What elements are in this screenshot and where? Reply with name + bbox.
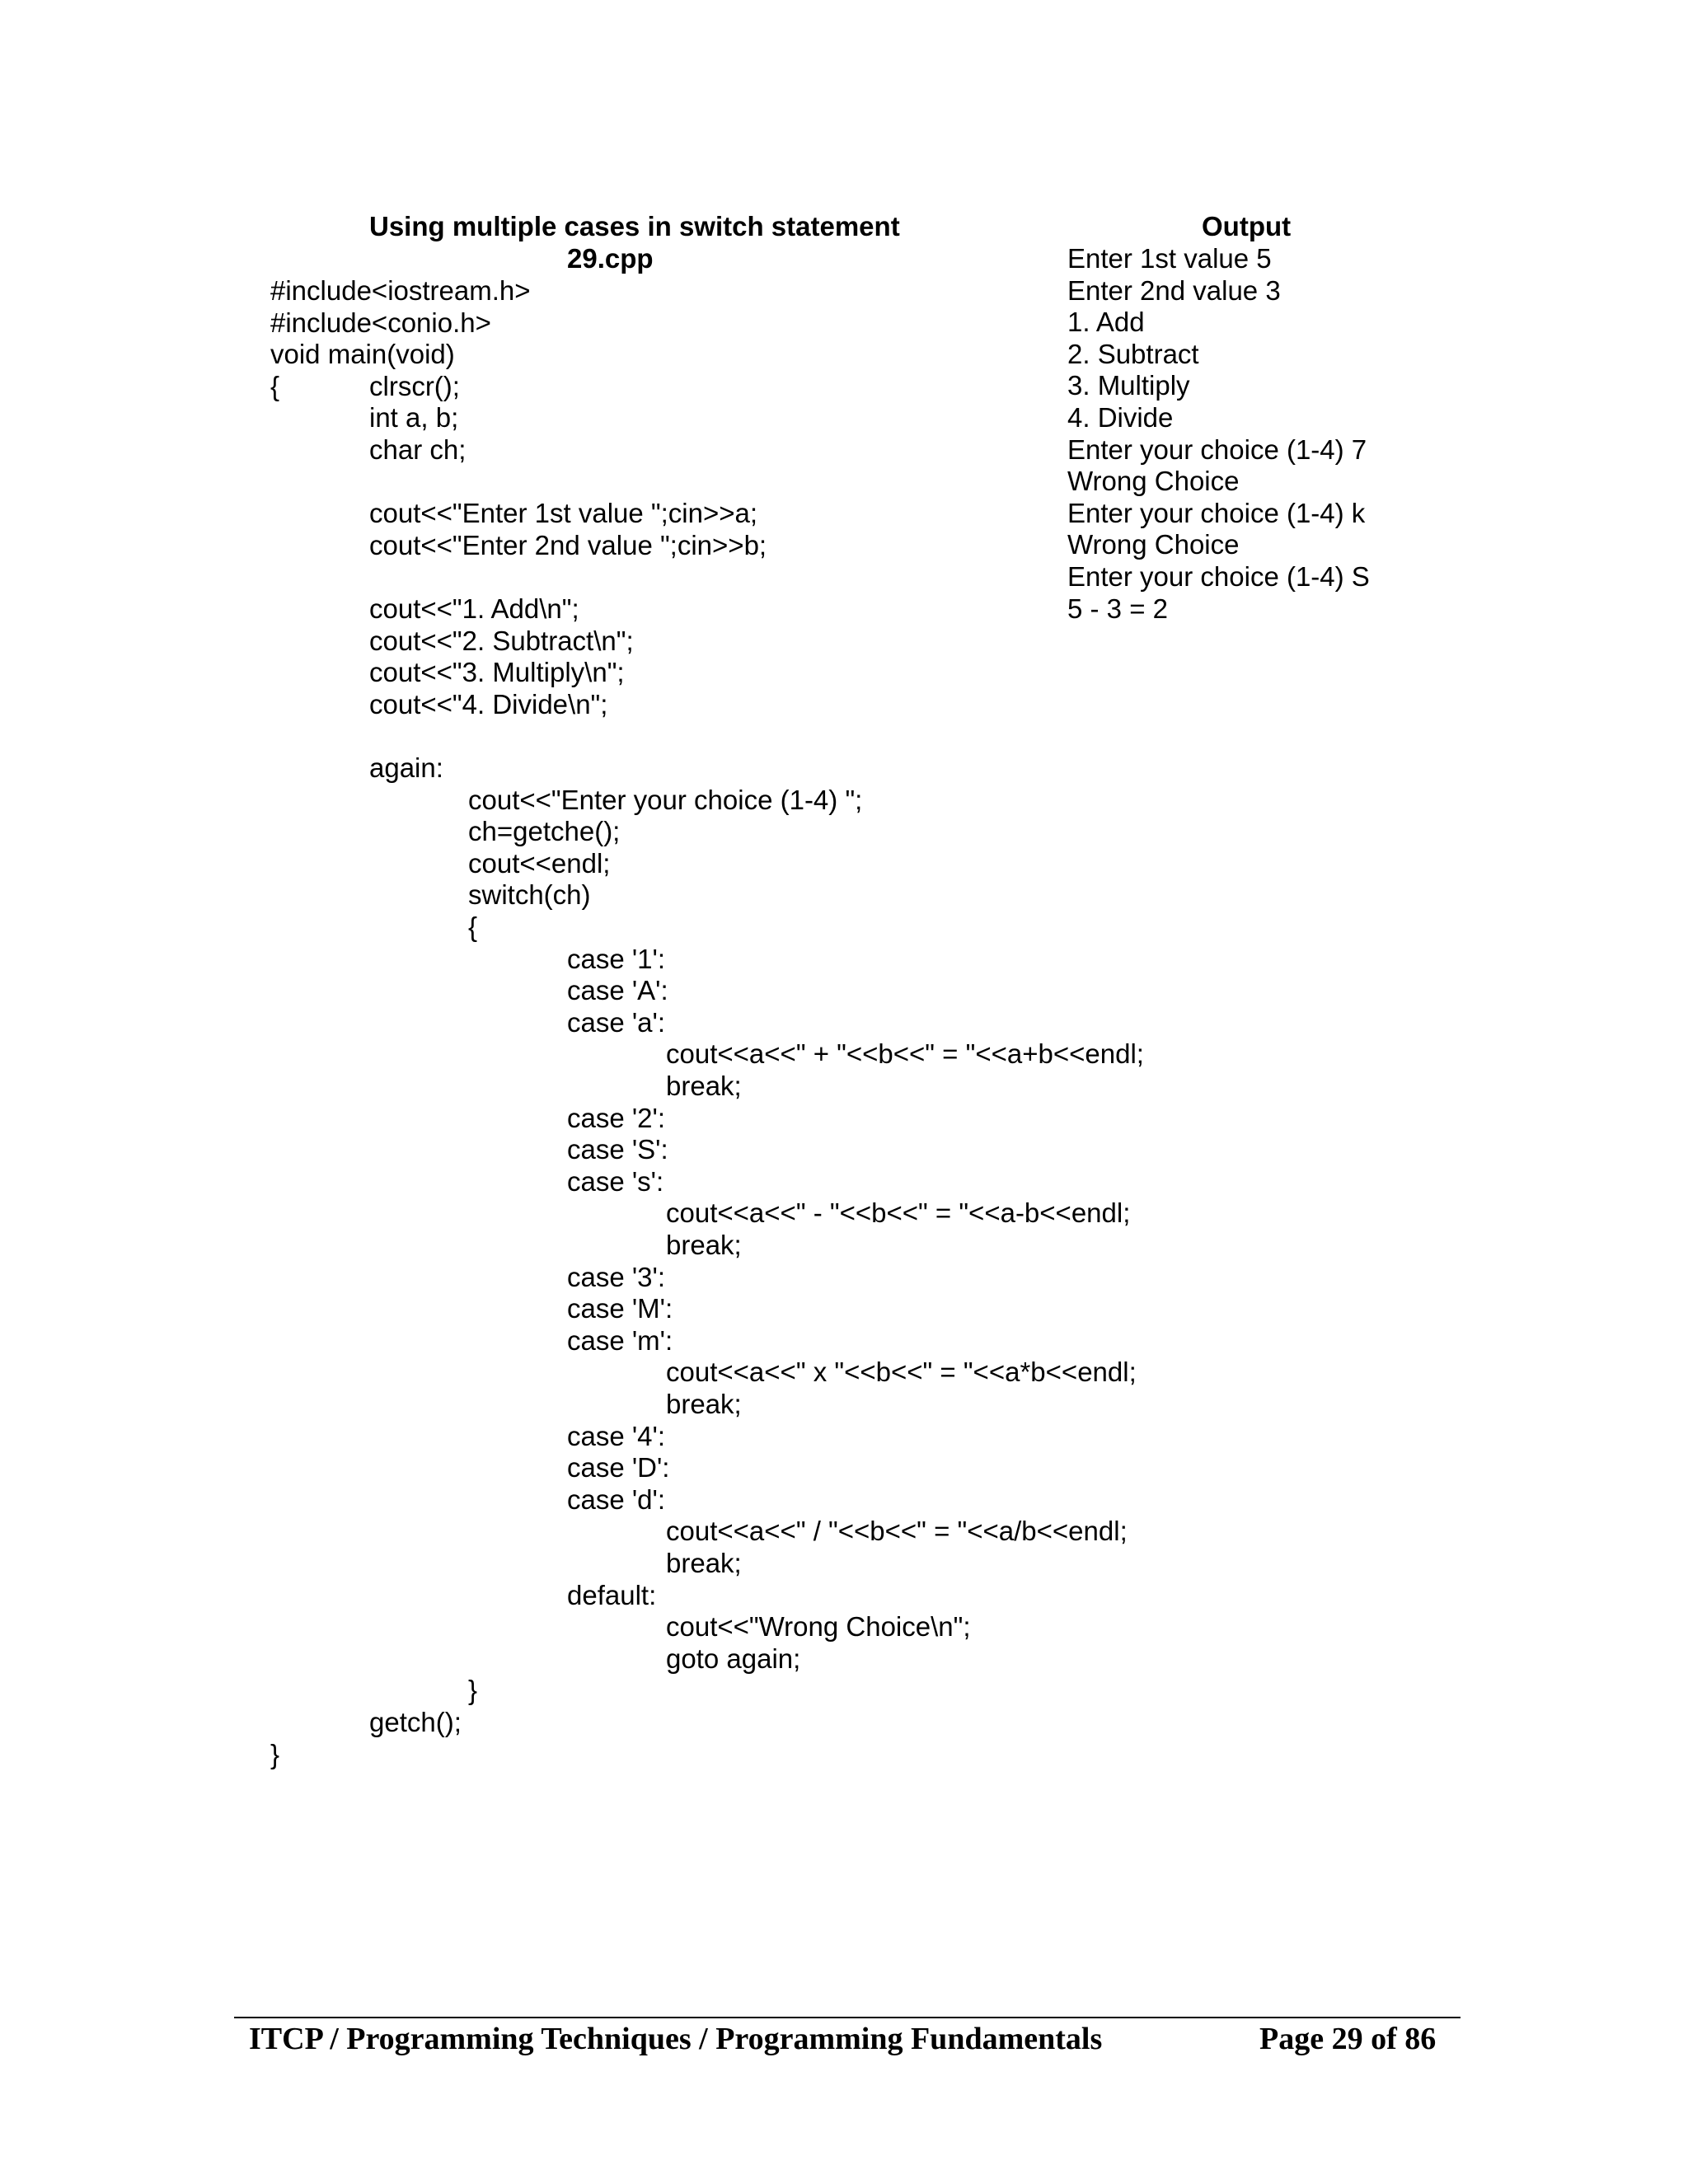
code-line: default: (567, 1579, 657, 1610)
code-line: cout<<"Enter 1st value ";cin>>a; (369, 498, 758, 529)
code-line: } (468, 1675, 478, 1706)
output-line: 1. Add (1067, 307, 1145, 338)
code-line: cout<<endl; (468, 847, 611, 879)
footer-page-number: Page 29 of 86 (1259, 2022, 1437, 2056)
code-line: case '3': (567, 1261, 665, 1292)
code-line: break; (666, 1389, 742, 1419)
code-line: break; (666, 1071, 742, 1101)
code-line: cout<<a<<" - "<<b<<" = "<<a-b<<endl; (666, 1197, 1131, 1229)
output-line: 4. Divide (1067, 402, 1174, 433)
code-line: break; (666, 1548, 742, 1578)
output-line: Enter 2nd value 3 (1067, 274, 1281, 306)
code-line: cout<<a<<" / "<<b<<" = "<<a/b<<endl; (666, 1516, 1128, 1547)
code-line: again: (369, 752, 443, 783)
code-line: void main(void) (270, 339, 455, 370)
code-line: char ch; (369, 434, 467, 465)
code-line: cout<<"Enter 2nd value ";cin>>b; (369, 529, 767, 560)
code-line: switch(ch) (468, 879, 591, 911)
code-line: break; (666, 1230, 742, 1260)
footer-course: ITCP / Programming Techniques / Programming Fundamentals (249, 2022, 1103, 2056)
output-line: Wrong Choice (1067, 466, 1240, 497)
code-line: #include<conio.h> (270, 307, 491, 338)
program-filename: 29.cpp (567, 243, 654, 274)
code-line: case 'M': (567, 1293, 673, 1324)
code-line: cout<<"Wrong Choice\n"; (666, 1611, 971, 1643)
output-line: 5 - 3 = 2 (1067, 593, 1168, 624)
output-title: Output (1202, 211, 1292, 241)
code-line: goto again; (666, 1643, 801, 1674)
code-line: { (468, 912, 478, 942)
code-line: cout<<"1. Add\n"; (369, 593, 579, 624)
code-line: cout<<a<<" + "<<b<<" = "<<a+b<<endl; (666, 1038, 1144, 1070)
code-line: cout<<"2. Subtract\n"; (369, 625, 634, 656)
code-line: case 'A': (567, 975, 668, 1006)
code-line: cout<<a<<" x "<<b<<" = "<<a*b<<endl; (666, 1357, 1137, 1388)
output-line: 3. Multiply (1067, 370, 1190, 401)
output-line: Wrong Choice (1067, 529, 1240, 560)
code-line: clrscr(); (369, 370, 460, 401)
code-line: case 'd': (567, 1483, 665, 1515)
output-line: Enter your choice (1-4) k (1067, 497, 1366, 528)
code-line: case '1': (567, 943, 665, 974)
output-line: Enter 1st value 5 (1067, 243, 1272, 274)
code-line: cout<<"3. Multiply\n"; (369, 657, 625, 688)
code-line: cout<<"Enter your choice (1-4) "; (468, 784, 863, 815)
code-line: case 'm': (567, 1324, 673, 1356)
code-line: { (270, 370, 280, 401)
footer-divider (234, 2017, 1461, 2018)
code-line: cout<<"4. Divide\n"; (369, 688, 608, 719)
code-line: case 'S': (567, 1134, 668, 1165)
code-line: #include<iostream.h> (270, 275, 531, 306)
program-title: Using multiple cases in switch statement (369, 211, 900, 241)
code-line: } (270, 1738, 280, 1769)
code-line: int a, b; (369, 402, 459, 434)
code-line: case 'a': (567, 1006, 665, 1038)
code-line: ch=getche(); (468, 816, 621, 847)
code-line: getch(); (369, 1707, 462, 1737)
output-line: 2. Subtract (1067, 338, 1199, 369)
output-line: Enter your choice (1-4) 7 (1067, 434, 1367, 465)
code-line: case 'D': (567, 1452, 670, 1483)
output-line: Enter your choice (1-4) S (1067, 561, 1370, 592)
code-line: case '4': (567, 1420, 665, 1451)
code-line: case 's': (567, 1165, 664, 1197)
code-line: case '2': (567, 1102, 665, 1133)
